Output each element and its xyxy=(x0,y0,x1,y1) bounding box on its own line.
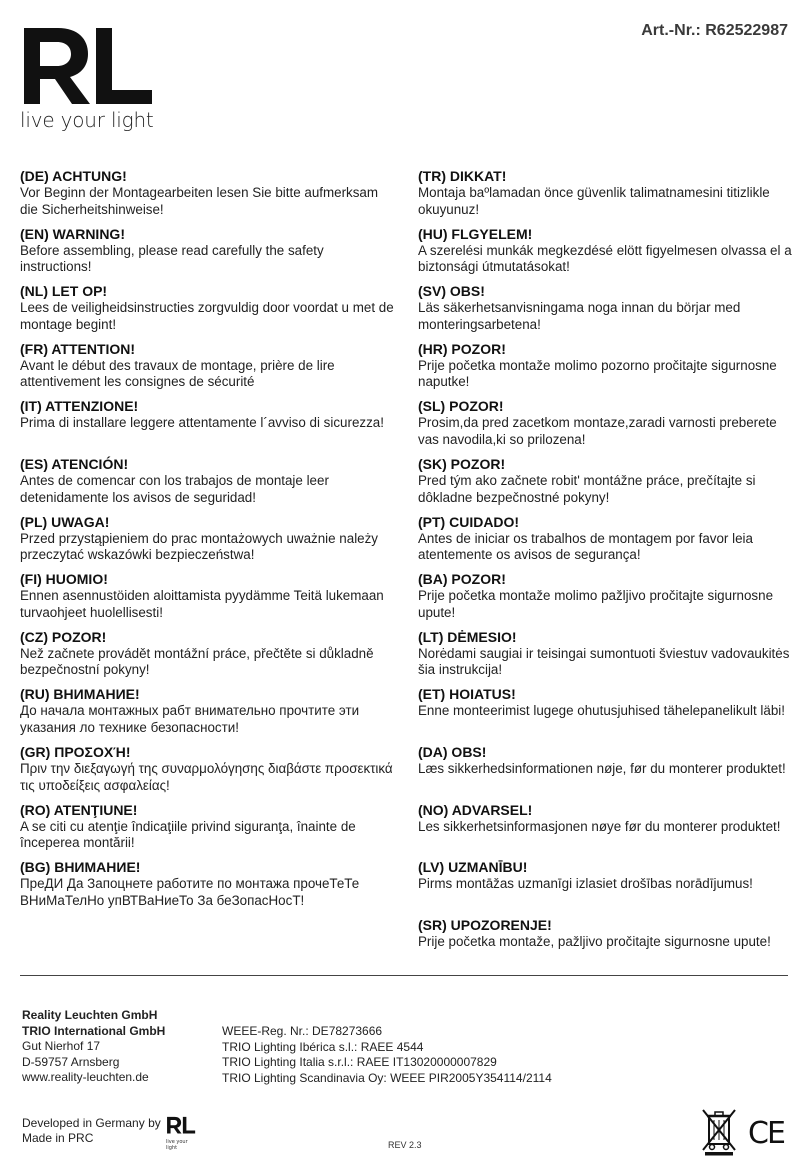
warnings-left-column xyxy=(20,168,398,917)
warning-block xyxy=(418,456,796,514)
warning-text: Before assembling, please read carefully the safety instructions! xyxy=(20,242,324,275)
weee-line: TRIO Lighting Scandinavia Oy: WEEE PIR2005Y354114/2114 xyxy=(222,1070,552,1085)
warning-block xyxy=(418,859,796,917)
warning-heading: (IT) ATTENZIONE! xyxy=(20,398,139,415)
origin-info xyxy=(22,1116,161,1146)
warning-block xyxy=(20,629,398,687)
warning-block xyxy=(20,398,398,456)
warning-heading: (DE) ACHTUNG! xyxy=(20,168,127,184)
warning-heading: (ET) HOIATUS! xyxy=(418,686,516,703)
warning-heading: (SL) POZOR! xyxy=(418,398,504,415)
warning-text: Læs sikkerhedsinformationen nøje, før du monterer produktet! xyxy=(418,760,786,776)
weee-bin-icon xyxy=(700,1108,738,1156)
warning-block xyxy=(418,744,796,802)
warning-block xyxy=(20,514,398,572)
weee-registrations xyxy=(222,1024,552,1086)
warning-text: Prije početka montaže molimo pozorno pročitajte sigurnosne naputke! xyxy=(418,357,777,390)
warning-heading: (SK) POZOR! xyxy=(418,455,506,472)
warning-block xyxy=(20,571,398,629)
warning-heading: (BG) ВНИМАНИЕ! xyxy=(20,859,141,876)
warning-block xyxy=(418,168,796,226)
warning-block xyxy=(20,686,398,744)
brand-logo xyxy=(20,24,170,132)
warning-text: До начала монтажных рабт внимательно прочтите эти указания ло технике безопасности! xyxy=(20,703,360,735)
warning-heading: (EN) WARNING! xyxy=(20,225,125,242)
warning-text: Przed przystąpieniem do prac montażowych uważnie należy przeczytać wskazówki bezpieczeństwa! xyxy=(20,530,379,563)
warning-heading: (FI) HUOMIO! xyxy=(20,571,108,588)
warning-block xyxy=(418,686,796,744)
warning-text: Vor Beginn der Montagearbeiten lesen Sie bitte aufmerksam die Sicherheitshinweise! xyxy=(20,185,379,217)
warning-text: A se citi cu atenţie îndicaţiile privind siguranţa, înainte de începerea montării! xyxy=(20,818,356,851)
warning-heading: (NO) ADVARSEL! xyxy=(418,801,533,818)
warning-text: Norėdami saugiai ir teisingai sumontuoti šviestuv vadovaukitės šia instrukcija! xyxy=(418,645,790,678)
company-city: D-59757 Arnsberg xyxy=(22,1054,120,1069)
warning-heading: (PL) UWAGA! xyxy=(20,513,110,530)
warning-heading: (GR) ΠΡΟΣΟΧΉ! xyxy=(20,743,131,760)
article-number: Art.-Nr.: R62522987 xyxy=(641,22,788,39)
warning-text: Ennen asennustöiden aloittamista pyydämme Teitä lukemaan turvaohjeet huolellisesti! xyxy=(20,588,384,620)
warning-block xyxy=(418,283,796,341)
small-brand-logo xyxy=(166,1116,200,1151)
warning-text: Avant le début des travaux de montage, prière de lire attentivement les consignes de sécurité xyxy=(20,357,335,390)
company-name-2: TRIO International GmbH xyxy=(22,1023,166,1038)
company-street: Gut Nierhof 17 xyxy=(22,1039,101,1053)
warning-heading: (BA) POZOR! xyxy=(418,571,506,588)
warning-heading: (ES) ATENCIÓN! xyxy=(20,455,129,472)
warning-text: Než začnete provádět montážní práce, přečtěte si důkladně bezpečnostní pokyny! xyxy=(20,645,374,678)
warning-text: Läs säkerhetsanvisningama noga innan du börjar med monteringsarbetena! xyxy=(418,300,741,332)
warning-text: Pred tým ako začnete robit' montážne práce, prečítajte si dôkladne bezpečnostné pokyny! xyxy=(418,472,756,505)
warning-text: Montaja baºlamadan önce güvenlik talimatnamesini titizlikle okuyunuz! xyxy=(418,185,770,217)
footer-divider xyxy=(20,975,788,976)
company-website: www.reality-leuchten.de xyxy=(22,1070,149,1084)
warning-heading: (TR) DIKKAT! xyxy=(418,168,507,184)
rl-logo-icon xyxy=(20,24,155,106)
warning-block xyxy=(418,398,796,456)
warning-text: Prima di installare leggere attentamente l´avviso di sicurezza! xyxy=(20,415,384,431)
warning-block xyxy=(20,802,398,860)
weee-line: WEEE-Reg. Nr.: DE78273666 xyxy=(222,1024,383,1038)
ce-mark-icon: CE xyxy=(748,1116,784,1151)
warning-heading: (FR) ATTENTION! xyxy=(20,340,136,357)
tagline: live your light xyxy=(20,108,154,132)
warning-heading: (RU) ВНИМАНИЕ! xyxy=(20,686,140,703)
warning-heading: (HU) FLGYELEM! xyxy=(418,225,533,242)
warning-block xyxy=(20,226,398,284)
warning-text: ПреДИ Да Запоцнете работите по монтажа прочеТеТе ВНиМаТелНо упВТВаНиеТо За беЗопасНосТ! xyxy=(20,876,360,908)
warning-block xyxy=(418,571,796,629)
warning-heading: (DA) OBS! xyxy=(418,743,487,760)
warning-text: Lees de veiligheidsinstructies zorgvuldig door voordat u met de montage begint! xyxy=(20,300,394,332)
developed-in: Developed in Germany by xyxy=(22,1116,161,1130)
warning-heading: (HR) POZOR! xyxy=(418,340,506,357)
weee-line: TRIO Lighting Ibérica s.l.: RAEE 4544 xyxy=(222,1039,424,1054)
warning-heading: (CZ) POZOR! xyxy=(20,628,107,645)
revision-label: REV 2.3 xyxy=(388,1140,422,1150)
warning-text: Prije početka montaže molimo pažljivo pročitajte sigurnosne upute! xyxy=(418,588,774,620)
warning-text: A szerelési munkák megkezdésé elött figyelmesen olvassa el a biztonsági útmutatásokat! xyxy=(418,242,792,275)
warning-heading: (PT) CUIDADO! xyxy=(418,513,520,530)
warning-block xyxy=(20,859,398,917)
warning-text: Antes de comencar con los trabajos de montaje leer detenidamente los avisos de seguridad! xyxy=(20,472,329,505)
warning-text: Enne monteerimist lugege ohutusjuhised tähelepanelikult läbi! xyxy=(418,703,785,719)
warning-block xyxy=(418,226,796,284)
company-name-1: Reality Leuchten GmbH xyxy=(22,1008,158,1022)
weee-line: TRIO Lighting Italia s.r.l.: RAEE IT13020000007829 xyxy=(222,1055,497,1069)
warning-text: Prije početka montaže, pažljivo pročitajte sigurnosne upute! xyxy=(418,933,771,949)
warning-block xyxy=(418,514,796,572)
warning-block xyxy=(418,802,796,860)
made-in: Made in PRC xyxy=(22,1131,94,1145)
warning-block xyxy=(20,283,398,341)
small-logo-tagline: live your light xyxy=(166,1139,188,1151)
warning-text: Prosim,da pred zacetkom montaze,zaradi varnosti preberete vas navodila,ki so prilozena! xyxy=(418,415,777,447)
warning-text: Πριν την διεξαγωγή της συναρμολόγησης διαβάστε προσεκτικά τις υποδείξεις ασφαλείας! xyxy=(20,760,393,793)
warning-block xyxy=(20,168,398,226)
warning-text: Pirms montāžas uzmanīgi izlasiet drošības norādījumus! xyxy=(418,876,753,892)
warning-heading: (SR) UPOZORENJE! xyxy=(418,916,552,933)
warning-block xyxy=(20,744,398,802)
warning-heading: (NL) LET OP! xyxy=(20,283,108,300)
warning-text: Antes de iniciar os trabalhos de montagem por favor leia atentemente os avisos de segurança! xyxy=(418,530,753,563)
warning-heading: (RO) ATENŢIUNE! xyxy=(20,801,138,818)
warning-block xyxy=(418,341,796,399)
warning-heading: (LV) UZMANĪBU! xyxy=(418,859,528,876)
warning-heading: (LT) DĖMESIO! xyxy=(418,628,517,645)
warning-block xyxy=(20,456,398,514)
warning-text: Les sikkerhetsinformasjonen nøye før du monterer produktet! xyxy=(418,818,781,834)
warning-heading: (SV) OBS! xyxy=(418,283,485,300)
rl-small-logo-icon xyxy=(166,1116,196,1134)
warning-block xyxy=(20,341,398,399)
warning-block xyxy=(418,629,796,687)
company-address xyxy=(22,1008,165,1086)
warnings-right-column xyxy=(418,168,796,974)
warning-block xyxy=(418,917,796,975)
